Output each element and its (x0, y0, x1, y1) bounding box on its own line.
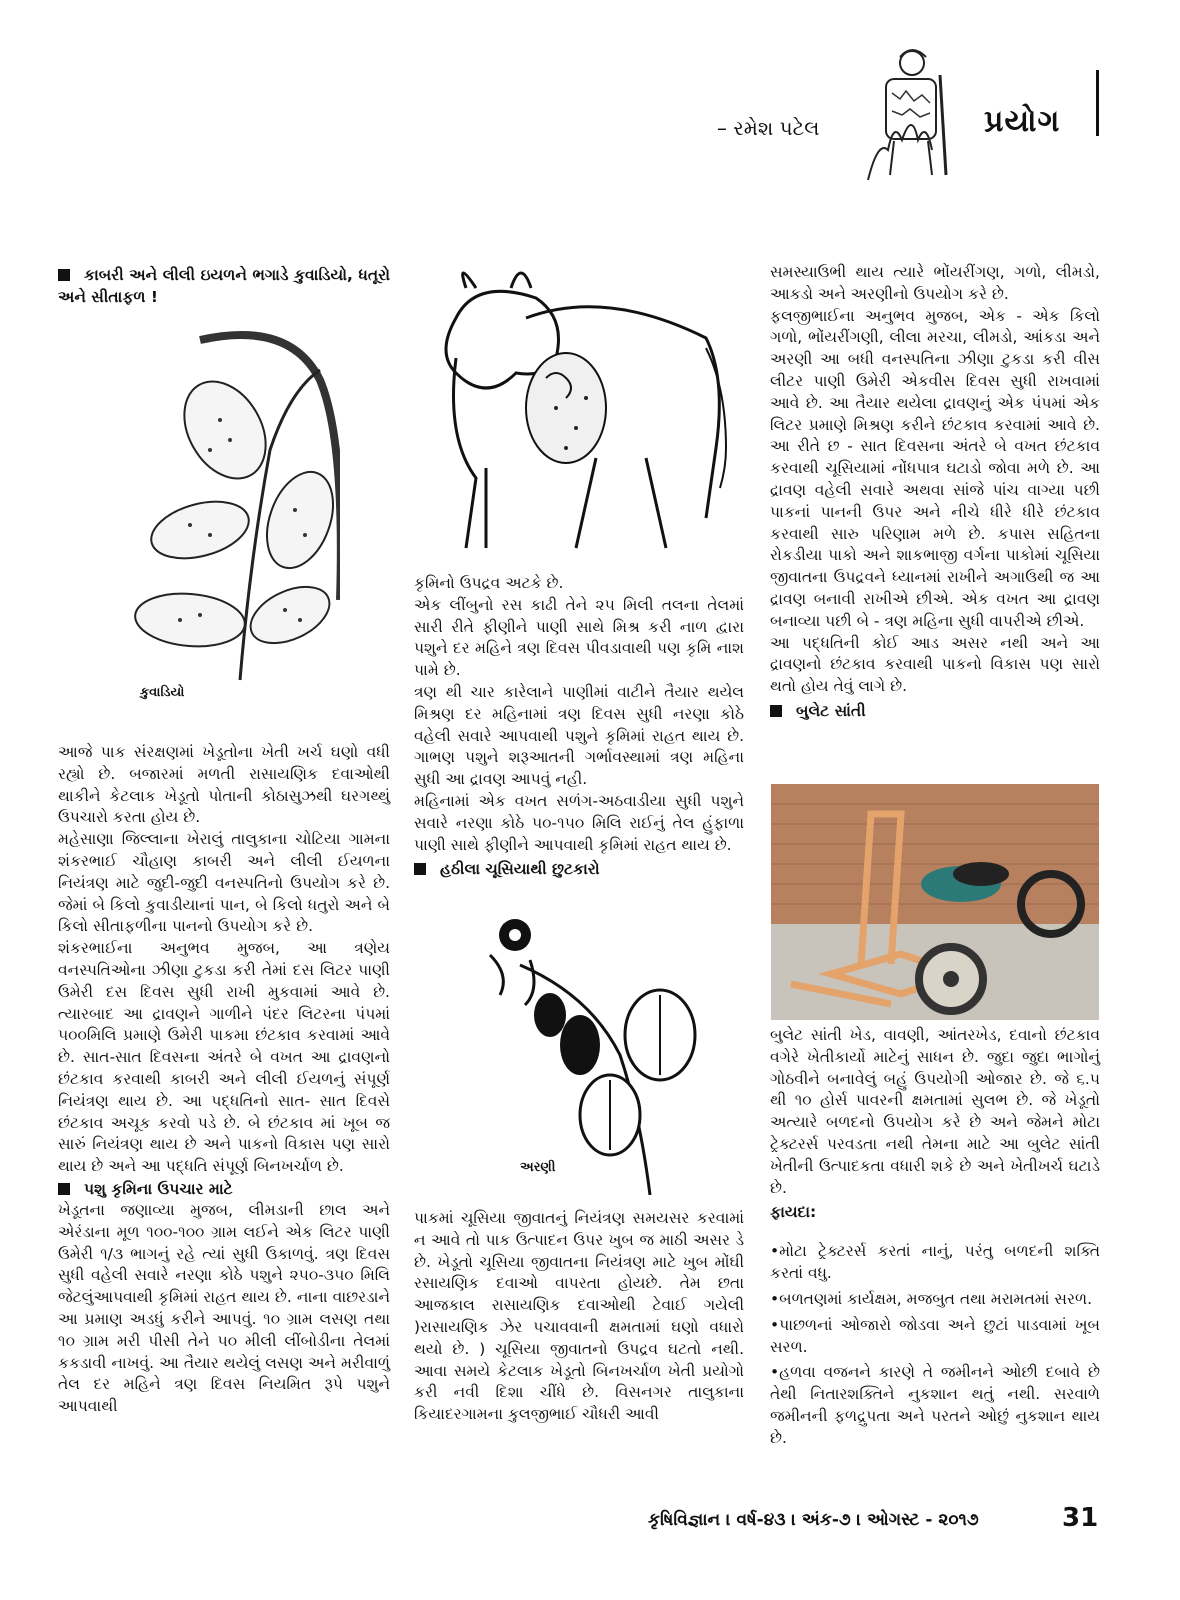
paragraph: કૃમિનો ઉપદ્રવ અટકે છે. (414, 574, 564, 592)
bullet-santi-photo (771, 784, 1099, 1020)
column-3-bottom (770, 1025, 1100, 1454)
paragraph: મહેસાણા જિલ્લાના ખેરાલું તાલુકાના ચોટિયા ગામના શંકરભાઈ ચૌહાણ કાબરી અને લીલી ઈયળના નિયંત્રણ માટે જુદી-જુદી વનસ્પતિનો ઉપયોગ કરે છે. જેમાં બે કિલો કુવાડીયાનાં પાન, બે કિલો ધતુરો અને બે કિલો સીતાફળીના પાનનો ઉપયોગ કરે છે. (58, 830, 390, 936)
benefits-heading: ફાયદા: (770, 1203, 817, 1222)
column-2-top (414, 573, 744, 880)
paragraph: પાકમાં ચૂસિયા જીવાતનું નિયંત્રણ સમયસર કરવામાં ન આવે તો પાક ઉત્પાદન ઉપર ખુબ જ માઠી અસર ડે છે. ખેડૂતો ચૂસિયા જીવાતના નિયંત્રણ માટે ખુબ મોંઘી રસાયણિક દવાઓ વાપરતા હોયછે. તેમ છતા આજકાલ રાસાયણિક દવાઓથી ટેવાઈ ગયેલી )રાસાયણિક ઝેર પચાવવાની ક્ષમતામાં ઘણો વધારો થયો છે. ) ચૂસિયા જીવાતનો ઉપદ્રવ ઘટતો નથી. આવા સમયે કેટલાક ખેડૂતો બિનખર્ચાળ ખેતી પ્રયોગો કરી નવી દિશા ચીંધે છે. વિસનગર તાલુકાના કિયાદરગામના કુલજીભાઈ ચૌધરી આવી (414, 1209, 744, 1424)
kuvadiyo-caption: કુવાડિયો (140, 685, 185, 700)
heading-pashu-krumi: પશુ કૃમિના ઉપચાર માટે (58, 1178, 390, 1200)
farmer-illustration (858, 45, 968, 185)
cow-illustration (416, 258, 746, 568)
bullet-square-icon (58, 269, 70, 281)
author-name: – રમેશ પટેલ (717, 116, 820, 140)
bullet-square-icon (770, 705, 782, 717)
arani-plant-illustration (460, 905, 710, 1195)
paragraph: આજે પાક સંરક્ષણમાં ખેડૂતોના ખેતી ખર્ચ ઘણો વધી રહ્યો છે. બજારમાં મળતી રાસાયણિક દવાઓથી થાકીને કેટલાક ખેડૂતો પોતાની કોઠાસુઝથી ઘરગથ્થું ઉપચારો કરતા હોય છે. (58, 743, 390, 827)
paragraph: એક લીંબુનો રસ કાઢી તેને ૨૫ મિલી તલના તેલમાં સારી રીતે ફીણીને પાણી સાથે મિશ્ર કરી નાળ દ્વારા પશુને દર મહિને ત્રણ દિવસ પીવડાવાથી પણ કૃમિ નાશ પામે છે. (414, 595, 744, 680)
page-number: 31 (1062, 1503, 1099, 1533)
column-1 (58, 264, 390, 308)
column-2-bottom (414, 1208, 744, 1426)
heading-chusiya: હઠીલા ચૂસિયાથી છુટકારો (414, 858, 744, 880)
paragraph: બુલેટ સાંતી ખેડ, વાવણી, આંતરખેડ, દવાનો છંટકાવ વગેરે ખેતીકાર્યો માટેનું સાધન છે. જુદા જુદા ભાગોનું ગોઠવીને બનાવેલું બહું ઉપયોગી ઓજાર છે. જે ૬.૫ થી ૧૦ હોર્સ પાવરની ક્ષમતામાં સુલભ છે. જે ખેડૂતો અત્યારે બળદનો ઉપયોગ કરે છે અને જેમને મોટા ટ્રેક્ટરર્સ પરવડતા નથી તેમના માટે આ બુલેટ સાંતી ખેતીની ઉત્પાદકતા વધારી શકે છે અને ખેતીખર્ચ ઘટાડે છે. (770, 1026, 1100, 1197)
paragraph: આ પદ્ધતિની કોઈ આડ અસર નથી અને આ દ્રાવણનો છંટકાવ કરવાથી પાકનો વિકાસ પણ સારો થતો હોય તેવું લાગે છે. (770, 633, 1100, 696)
paragraph: શંકરભાઈના અનુભવ મુજબ, આ ત્રણેય વનસ્પતિઓના ઝીણા ટુકડા કરી તેમાં દસ લિટર પાણી ઉમેરી દસ દિવસ સુધી રાખી મુકવામાં આવે છે. ત્યારબાદ આ દ્રાવણને ગાળીને પંદર લિટરના પંપમાં ૫૦૦મિલિ પ્રમાણે ઉમેરી પાકમા છંટકાવ કરવામાં આવે છે. સાત-સાત દિવસના અંતરે બે વખત આ દ્રાવણનો છંટકાવ કરવાથી કાબરી અને લીલી ઈયળનું સંપૂર્ણ નિયંત્રણ થાય છે. આ પદ્ધતિનો સાત- સાત દિવસે છંટકાવ અચૂક કરવો પડે છે. બે છંટકાવ માં ખૂબ જ સારું નિયંત્રણ થાય છે અને પાકનો વિકાસ પણ સારો થાય છે અને આ પદ્ધતિ સંપૂર્ણ બિનખર્ચાળ છે. (58, 939, 390, 1176)
bullet-square-icon (58, 1183, 70, 1195)
paragraph: મહિનામાં એક વખત સળંગ-અઠવાડીયા સુધી પશુને સવારે નરણા કોઠે ૫૦-૧૫૦ મિલિ રાઈનું તેલ હુંફાળા પાણી સાથે ફીણીને આપવાથી કૃમિમાં રાહત થાય છે. (414, 791, 744, 854)
column-3-top (770, 262, 1100, 722)
benefit-item: •પાછળનાં ઓજારો જોડવા અને છુટાં પાડવામાં ખૂબ સરળ. (770, 1315, 1100, 1356)
benefit-item: •મોટા ટ્રેક્ટરર્સ કરતાં નાનું, પરંતુ બળદની શક્તિ કરતાં વધુ. (770, 1242, 1100, 1283)
paragraph: ફલજીભાઈના અનુભવ મુજબ, એક - એક કિલો ગળો, ભોંયરીંગણી, લીલા મરચા, લીમડો, આંકડા અને અરણી આ બધી વનસ્પતિના ઝીણા ટુકડા કરી વીસ લીટર પાણી ઉમેરી એકવીસ દિવસ સુધી રાખવામાં આવે છે. આ તૈયાર થયેલા દ્રાવણનું એક પંપમાં એક લિટર પ્રમાણે મિશ્રણ કરીને છંટકાવ કરવામાં આવે છે. આ રીતે છ - સાત દિવસના અંતરે બે વખત છંટકાવ કરવાથી ચૂસિયામાં નોંધપાત્ર ઘટાડો જોવા મળે છે. આ દ્રાવણ વહેલી સવારે અથવા સાંજે પાંચ વાગ્યા પછી પાકનાં પાનની ઉપર અને નીચે ધીરે ધીરે છંટકાવ કરવાથી સારુ પરિણામ મળે છે. કપાસ સહિતના રોકડીયા પાકો અને શાકભાજી વર્ગના પાકોમાં ચૂસિયા જીવાતના ઉપદ્રવને ધ્યાનમાં રાખીને અગાઉથી જ આ દ્રાવણ બનાવી રાખીએ છીએ. એક વખત આ દ્રાવણ બનાવ્યા પછી બે - ત્રણ મહિના સુધી વાપરીએ છીએ. (770, 306, 1100, 630)
benefit-item: •હળવા વજનને કારણે તે જમીનને ઓછી દબાવે છે તેથી નિતારશક્તિને નુકશાન થતું નથી. સરવાળે જમીનની ફળદ્રુપતા અને પરતને ઓછું નુકશાન થાય છે. (770, 1363, 1100, 1447)
bullet-square-icon (414, 863, 426, 875)
heading-kuvadiyo: કાબરી અને લીલી ઇયળને ભગાડે કુવાડિયો, ધતૂરો અને સીતાફળ ! (58, 266, 390, 306)
kuvadiyo-plant-illustration (130, 320, 340, 690)
benefit-item: •બળતણમાં કાર્યક્ષમ, મજબુત તથા મરામતમાં સરળ. (770, 1289, 1092, 1308)
heading-bullet-santi: બુલેટ સાંતી (770, 700, 1100, 722)
paragraph: ખેડૂતના જણાવ્યા મુજબ, લીમડાની છાલ અને એરંડાના મૂળ ૧૦૦-૧૦૦ ગ્રામ લઈને એક લિટર પાણી ઉમેરી ૧/૩ ભાગનું રહે ત્યાં સુધી ઉકાળવું. ત્રણ દિવસ સુધી વહેલી સવારે નરણા કોઠે પશુને ૨૫૦-૩૫૦ મિલિ જેટલુંઆપવાથી કૃમિમાં રાહત થાય છે. નાના વાછરડાને આ પ્રમાણ અડધું કરીને આપવું. ૧૦ ગ્રામ લસણ તથા ૧૦ ગ્રામ મરી પીસી તેને ૫૦ મીલી લીંબોડીના તેલમાં કકડાવી નાખવું. આ તૈયાર થયેલું લસણ અને મરીવાળું તેલ દર મહિને ત્રણ દિવસ નિયમિત રૂપે પશુને આપવાથી (58, 1200, 390, 1416)
header-rule (1096, 70, 1099, 136)
arani-caption: અરણી (520, 1160, 556, 1175)
paragraph: સમસ્યાઉભી થાય ત્યારે ભોંયરીંગણ, ગળો, લીમડો, આકડો અને અરણીનો ઉપયોગ કરે છે. (770, 263, 1100, 303)
footer-publication: કૃષિવિજ્ઞાન । વર્ષ-૪૩ । અંક-૭ । ઓગસ્ટ - ૨૦૧૭ (648, 1510, 979, 1530)
benefits-list (770, 1241, 1100, 1449)
paragraph: ત્રણ થી ચાર કારેલાને પાણીમાં વાટીને તૈયાર થયેલ મિશ્રણ દર મહિનામાં ત્રણ દિવસ સુધી નરણા કોઠે વહેલી સવારે આપવાથી પશુને કૃમિમાં રાહત થાય છે. ગાભણ પશુને શરૂઆતની ગર્ભાવસ્થામાં ત્રણ મહિના સુધી આ દ્રાવણ આપવું નહી. (414, 682, 744, 789)
section-title: પ્રયોગ (984, 104, 1061, 139)
column-1-body (58, 742, 390, 1418)
